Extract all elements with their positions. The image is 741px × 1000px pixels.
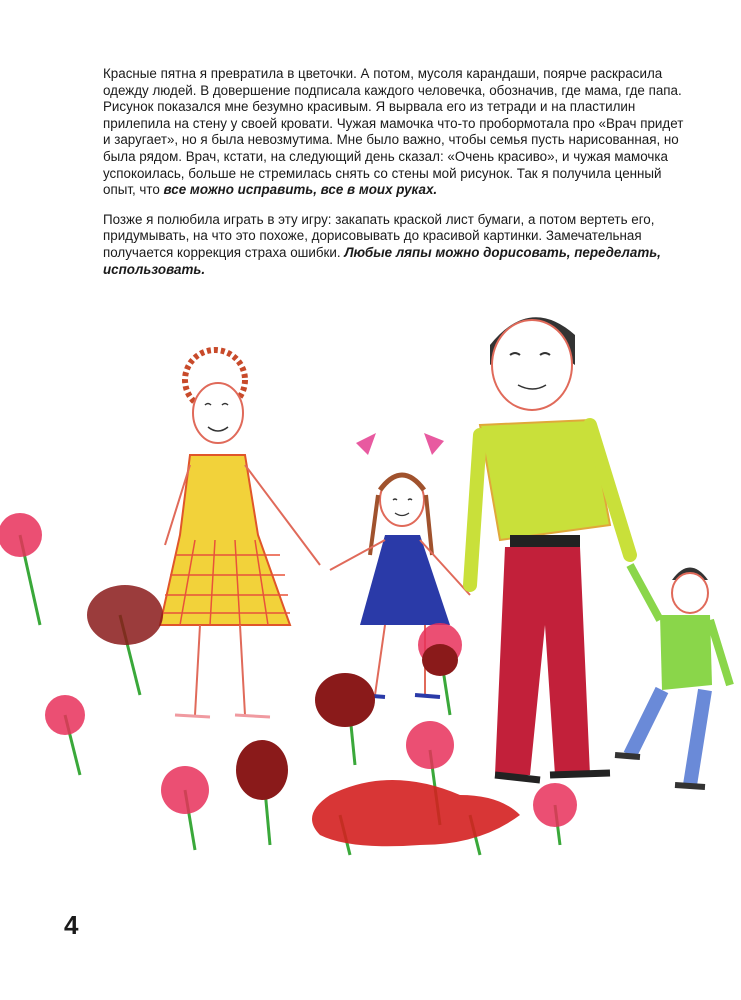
paragraph-2 [103,212,693,278]
flowers-and-blots [0,513,577,855]
paragraph-2-emphasis: Любые ляпы можно дорисовать, переделать, использовать. [103,244,661,277]
mother-figure [160,350,320,717]
family-drawing-illustration [0,295,741,875]
article-text [103,66,693,291]
paragraph-1-emphasis: все можно исправить, все в моих руках. [163,182,438,198]
paragraph-2-text: Позже я полюбила играть в эту игру: закапать краской лист бумаги, а потом вертеть его, придумывать, на что это похоже, дорисовывать до красивой картинки. Замечательная получается коррекция страха ошибки. [103,211,655,260]
father-figure [470,317,630,780]
boy-figure [615,565,730,787]
paragraph-1 [103,66,693,199]
page-number: 4 [64,910,79,940]
paragraph-1-text: Красные пятна я превратила в цветочки. А потом, мусоля карандаши, поярче раскрасила одежду людей. В довершение подписала каждого человечка, обозначив, где мама, где папа. Рисунок показался мне безумно красивым. Я вырвала его из тетради и на пластилин прилепила на стену у своей кровати. Чужая мамочка что-то пробормотала про «Врач придет и заругает», но я была невозмутима. Мне было важно, чтобы семья пусть нарисованная, но была рядом. Врач, кстати, на следующий день сказал: «Очень красиво», и чужая мамочка успокоилась, больше не стремилась снять со стены мой рисунок. Так я получила ценный опыт, что [103,66,684,198]
